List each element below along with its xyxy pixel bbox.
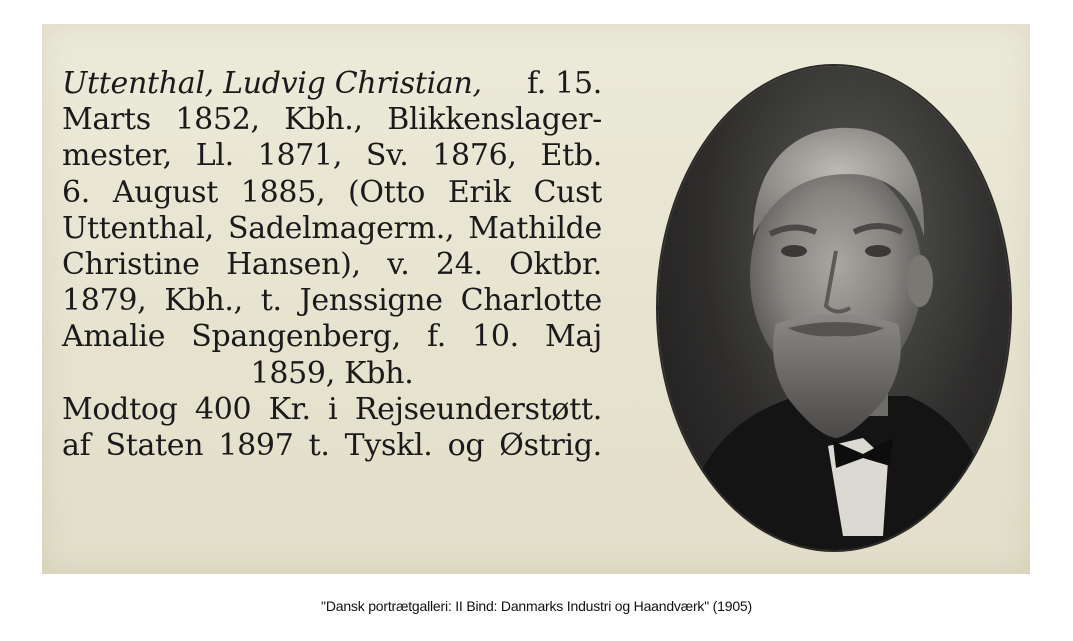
entry-word: August — [112, 174, 219, 210]
entry-word: 1859, Kbh. — [250, 355, 414, 391]
entry-word: Maj — [544, 319, 602, 355]
entry-word: Rejseunderstøtt. — [354, 391, 602, 427]
entry-name: Uttenthal, Ludvig Christian, — [62, 66, 482, 101]
entry-word: 1852, — [175, 102, 260, 138]
entry-line-2 — [62, 102, 602, 138]
entry-word: Kr. — [268, 391, 311, 427]
entry-word: Jenssigne — [299, 283, 443, 319]
biography-text — [62, 66, 602, 464]
entry-word: Spangenberg, — [191, 319, 401, 355]
entry-word: 1871, — [257, 138, 343, 174]
entry-word: 24. — [435, 246, 483, 282]
entry-word: (Otto — [348, 174, 426, 210]
entry-word: Etb. — [540, 138, 602, 174]
caption: "Dansk portrætgalleri: II Bind: Danmarks Industri og Haandværk" (1905) — [321, 598, 752, 614]
entry-word: Amalie — [62, 319, 166, 355]
entry-word: Marts — [62, 102, 151, 138]
entry-word: t. — [308, 427, 330, 463]
entry-word: 1885, — [240, 174, 326, 210]
entry-word: Ll. — [195, 138, 234, 174]
entry-word: 6. — [62, 174, 91, 210]
entry-line-4 — [62, 175, 602, 211]
entry-word: Uttenthal, — [62, 210, 214, 246]
entry-word: Tyskl. — [344, 427, 433, 463]
entry-word: 1876, — [432, 138, 517, 174]
entry-word: Oktbr. — [509, 246, 602, 282]
entry-word: Christine — [62, 246, 200, 282]
entry-word: Staten — [105, 427, 204, 463]
entry-word: Cust — [533, 174, 602, 210]
entry-line-1 — [62, 66, 602, 102]
entry-word: Erik — [447, 174, 511, 210]
entry-word: Sadelmagerm., — [227, 210, 455, 246]
entry-line-9 — [62, 356, 602, 392]
portrait-photo — [658, 66, 1010, 550]
portrait-illustration — [658, 66, 1010, 550]
entry-word: 1879, — [62, 283, 147, 319]
entry-word: f. — [427, 319, 446, 355]
entry-word: t. — [260, 283, 282, 319]
entry-word: v. — [387, 246, 410, 282]
entry-word: Hansen), — [226, 246, 361, 282]
entry-line-10 — [62, 392, 602, 428]
entry-word: i — [328, 391, 338, 427]
entry-word: Mathilde — [468, 210, 602, 246]
entry-word: Sv. — [365, 138, 409, 174]
entry-line-8 — [62, 319, 602, 355]
entry-word: mester, — [62, 138, 172, 174]
entry-word: Modtog — [62, 391, 178, 427]
entry-word: Blikkenslager- — [387, 102, 602, 138]
entry-line-7 — [62, 283, 602, 319]
entry-word: 400 — [194, 391, 252, 427]
entry-word: Kbh., — [284, 102, 363, 138]
entry-line-5 — [62, 211, 602, 247]
entry-word: Kbh., — [164, 283, 243, 319]
entry-word: af — [62, 427, 91, 463]
entry-word: f. 15. — [526, 66, 602, 101]
entry-word: 10. — [472, 319, 519, 355]
entry-word: 1897 — [218, 427, 294, 463]
entry-word: Østrig. — [499, 427, 602, 463]
entry-line-6 — [62, 247, 602, 283]
entry-word: og — [447, 427, 485, 463]
entry-word: Charlotte — [460, 283, 602, 319]
entry-line-11 — [62, 428, 602, 464]
entry-line-3 — [62, 138, 602, 174]
